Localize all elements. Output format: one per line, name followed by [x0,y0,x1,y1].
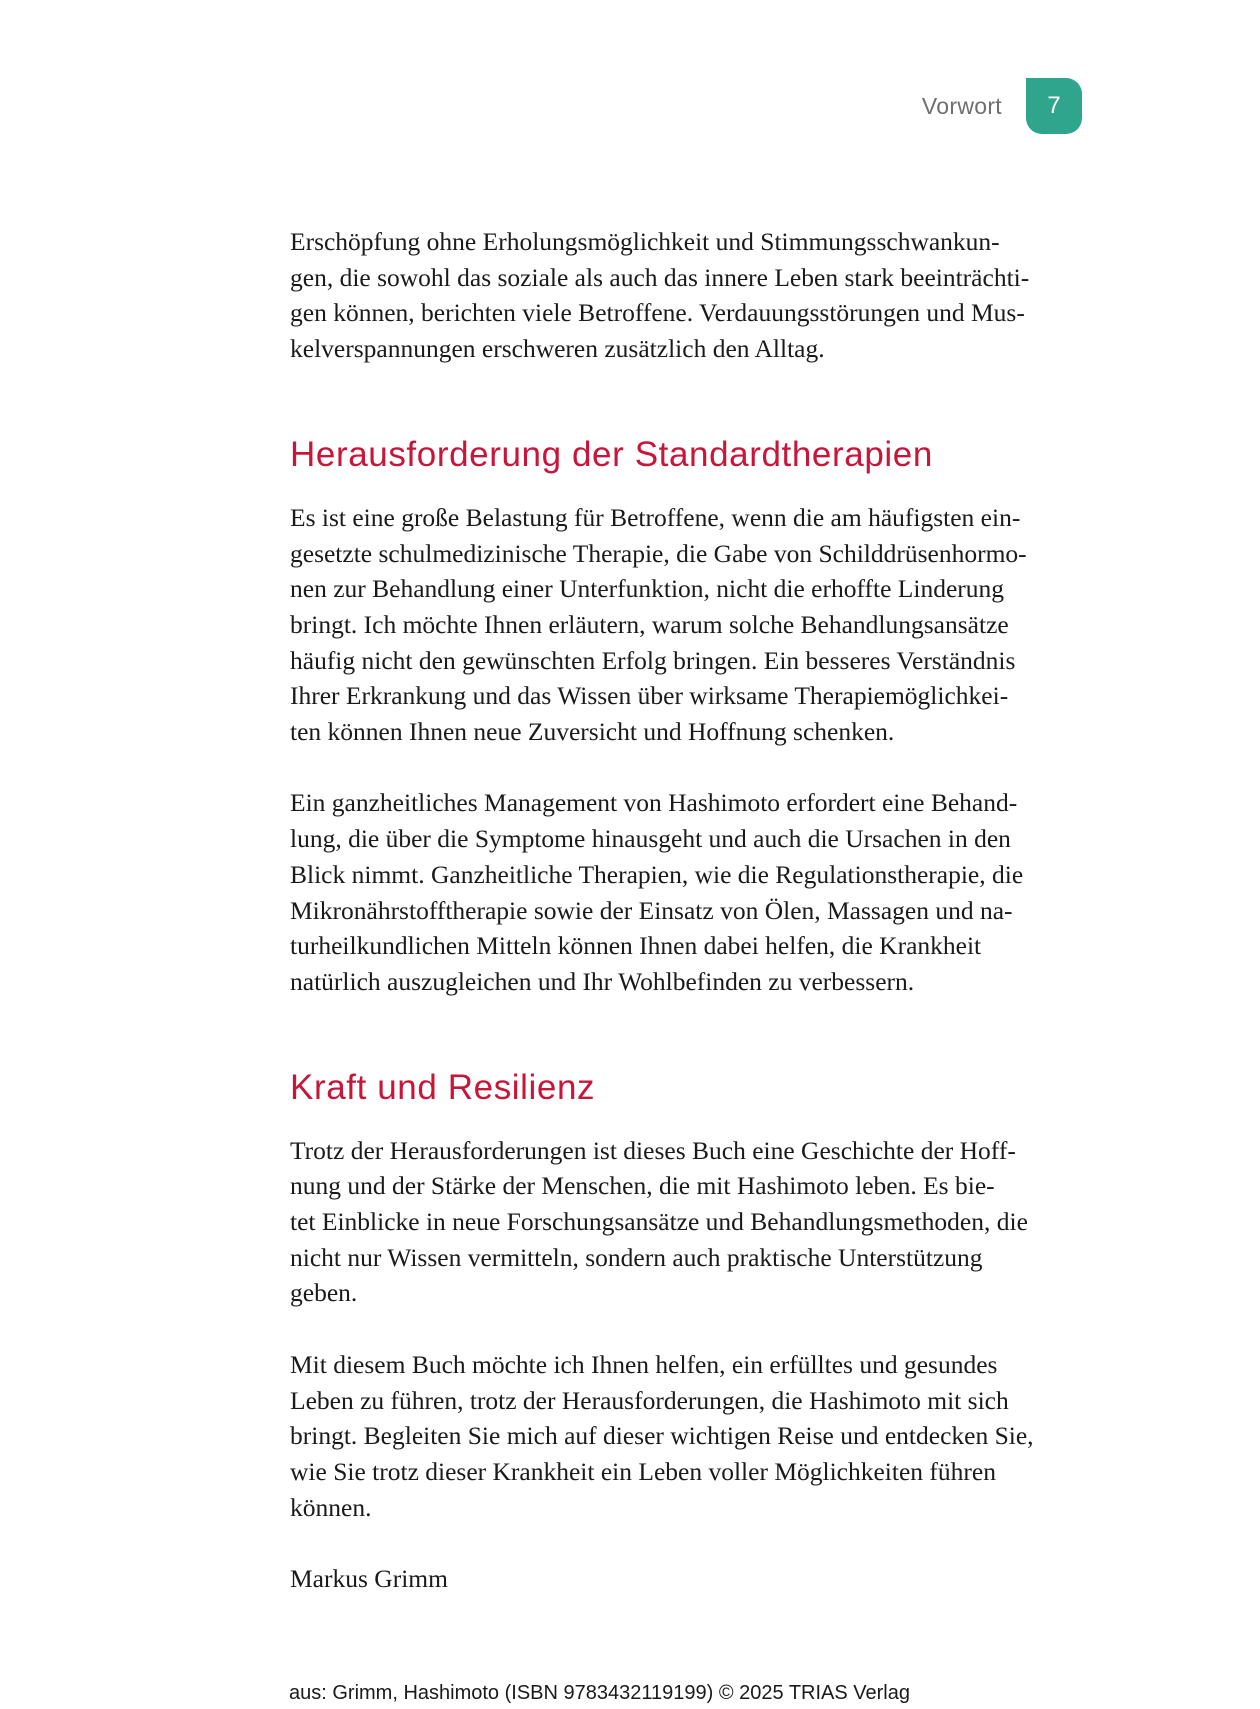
page-number-tab [1026,78,1082,134]
text-line: gesetzte schulmedizinische Therapie, die Gabe von Schilddrüsenhormo- [290,538,1027,568]
text-line: geben. [290,1278,358,1308]
spacer [290,1000,1110,1066]
text-line: wie Sie trotz dieser Krankheit ein Leben voller Möglichkeiten führen [290,1456,996,1486]
text-line: tet Einblicke in neue Forschungsansätze und Behandlungsmethoden, die [290,1207,1028,1237]
text-line: Erschöpfung ohne Erholungsmöglichkeit und Stimmungsschwankun- [290,227,1000,256]
text-line: Mit diesem Buch möchte ich Ihnen helfen, ein erfülltes und gesundes [290,1349,998,1379]
paragraph-resilience-1 [290,1133,1110,1312]
text-line: ten können Ihnen neue Zuversicht und Hoffnung schenken. [290,717,895,747]
section-heading-standard-therapies: Herausforderung der Standardtherapien [290,434,933,474]
text-line: Mikronährstofftherapie sowie der Einsatz von Ölen, Massagen und na- [290,895,1013,925]
text-line: Ihrer Erkrankung und das Wissen über wirksame Therapiemöglichkei- [290,681,1009,711]
author-signature [290,1561,1110,1597]
spacer [290,750,1110,786]
paragraph-resilience-2 [290,1347,1110,1526]
text-line: gen, die sowohl das soziale als auch das innere Leben stark beeinträchti- [290,262,1030,292]
text-line: natürlich auszugleichen und Ihr Wohlbefinden zu verbessern. [290,966,915,996]
spacer [290,477,1110,500]
text-line: Es ist eine große Belastung für Betroffene, wenn die am häufigsten ein- [290,502,1021,532]
running-header-section-name: Vorwort [921,92,1002,119]
text-line: kelverspannungen erschweren zusätzlich den Alltag. [290,334,825,364]
page-number: 7 [1047,92,1061,119]
spacer [290,1110,1110,1133]
footer-credit: aus: Grimm, Hashimoto (ISBN 9783432119199) © 2025 TRIAS Verlag [289,1682,910,1704]
text-line: nicht nur Wissen vermitteln, sondern auch praktische Unterstützung [290,1242,983,1272]
paragraph-intro [290,224,1110,367]
running-header [922,78,1082,134]
main-content [290,224,1110,1597]
text-line: Trotz der Herausforderungen ist dieses Buch eine Geschichte der Hoff- [290,1135,1016,1165]
paragraph-standard-therapies-1 [290,500,1110,750]
text-line: Leben zu führen, trotz der Herausforderungen, die Hashimoto mit sich [290,1385,1009,1415]
text-line: lung, die über die Symptome hinausgeht und auch die Ursachen in den [290,824,1011,854]
spacer [290,1525,1110,1561]
spacer [290,1311,1110,1347]
text-line: bringt. Begleiten Sie mich auf dieser wichtigen Reise und entdecken Sie, [290,1421,1034,1451]
text-line: turheilkundlichen Mitteln können Ihnen dabei helfen, die Krankheit [290,931,982,961]
signature-text: Markus Grimm [290,1564,448,1594]
text-line: häufig nicht den gewünschten Erfolg bringen. Ein besseres Verständnis [290,645,1016,675]
text-line: gen können, berichten viele Betroffene. Verdauungsstörungen und Mus- [290,298,1025,328]
text-line: nen zur Behandlung einer Unterfunktion, nicht die erhoffte Linderung [290,574,1005,604]
text-line: können. [290,1492,372,1522]
text-line: bringt. Ich möchte Ihnen erläutern, warum solche Behandlungsansätze [290,609,1009,639]
text-line: nung und der Stärke der Menschen, die mit Hashimoto leben. Es bie- [290,1171,995,1201]
spacer [290,367,1110,433]
text-line: Blick nimmt. Ganzheitliche Therapien, wie die Regulationstherapie, die [290,859,1024,889]
text-line: Ein ganzheitliches Management von Hashimoto erfordert eine Behand- [290,788,1018,818]
section-heading-resilience: Kraft und Resilienz [290,1067,596,1107]
paragraph-standard-therapies-2 [290,785,1110,999]
